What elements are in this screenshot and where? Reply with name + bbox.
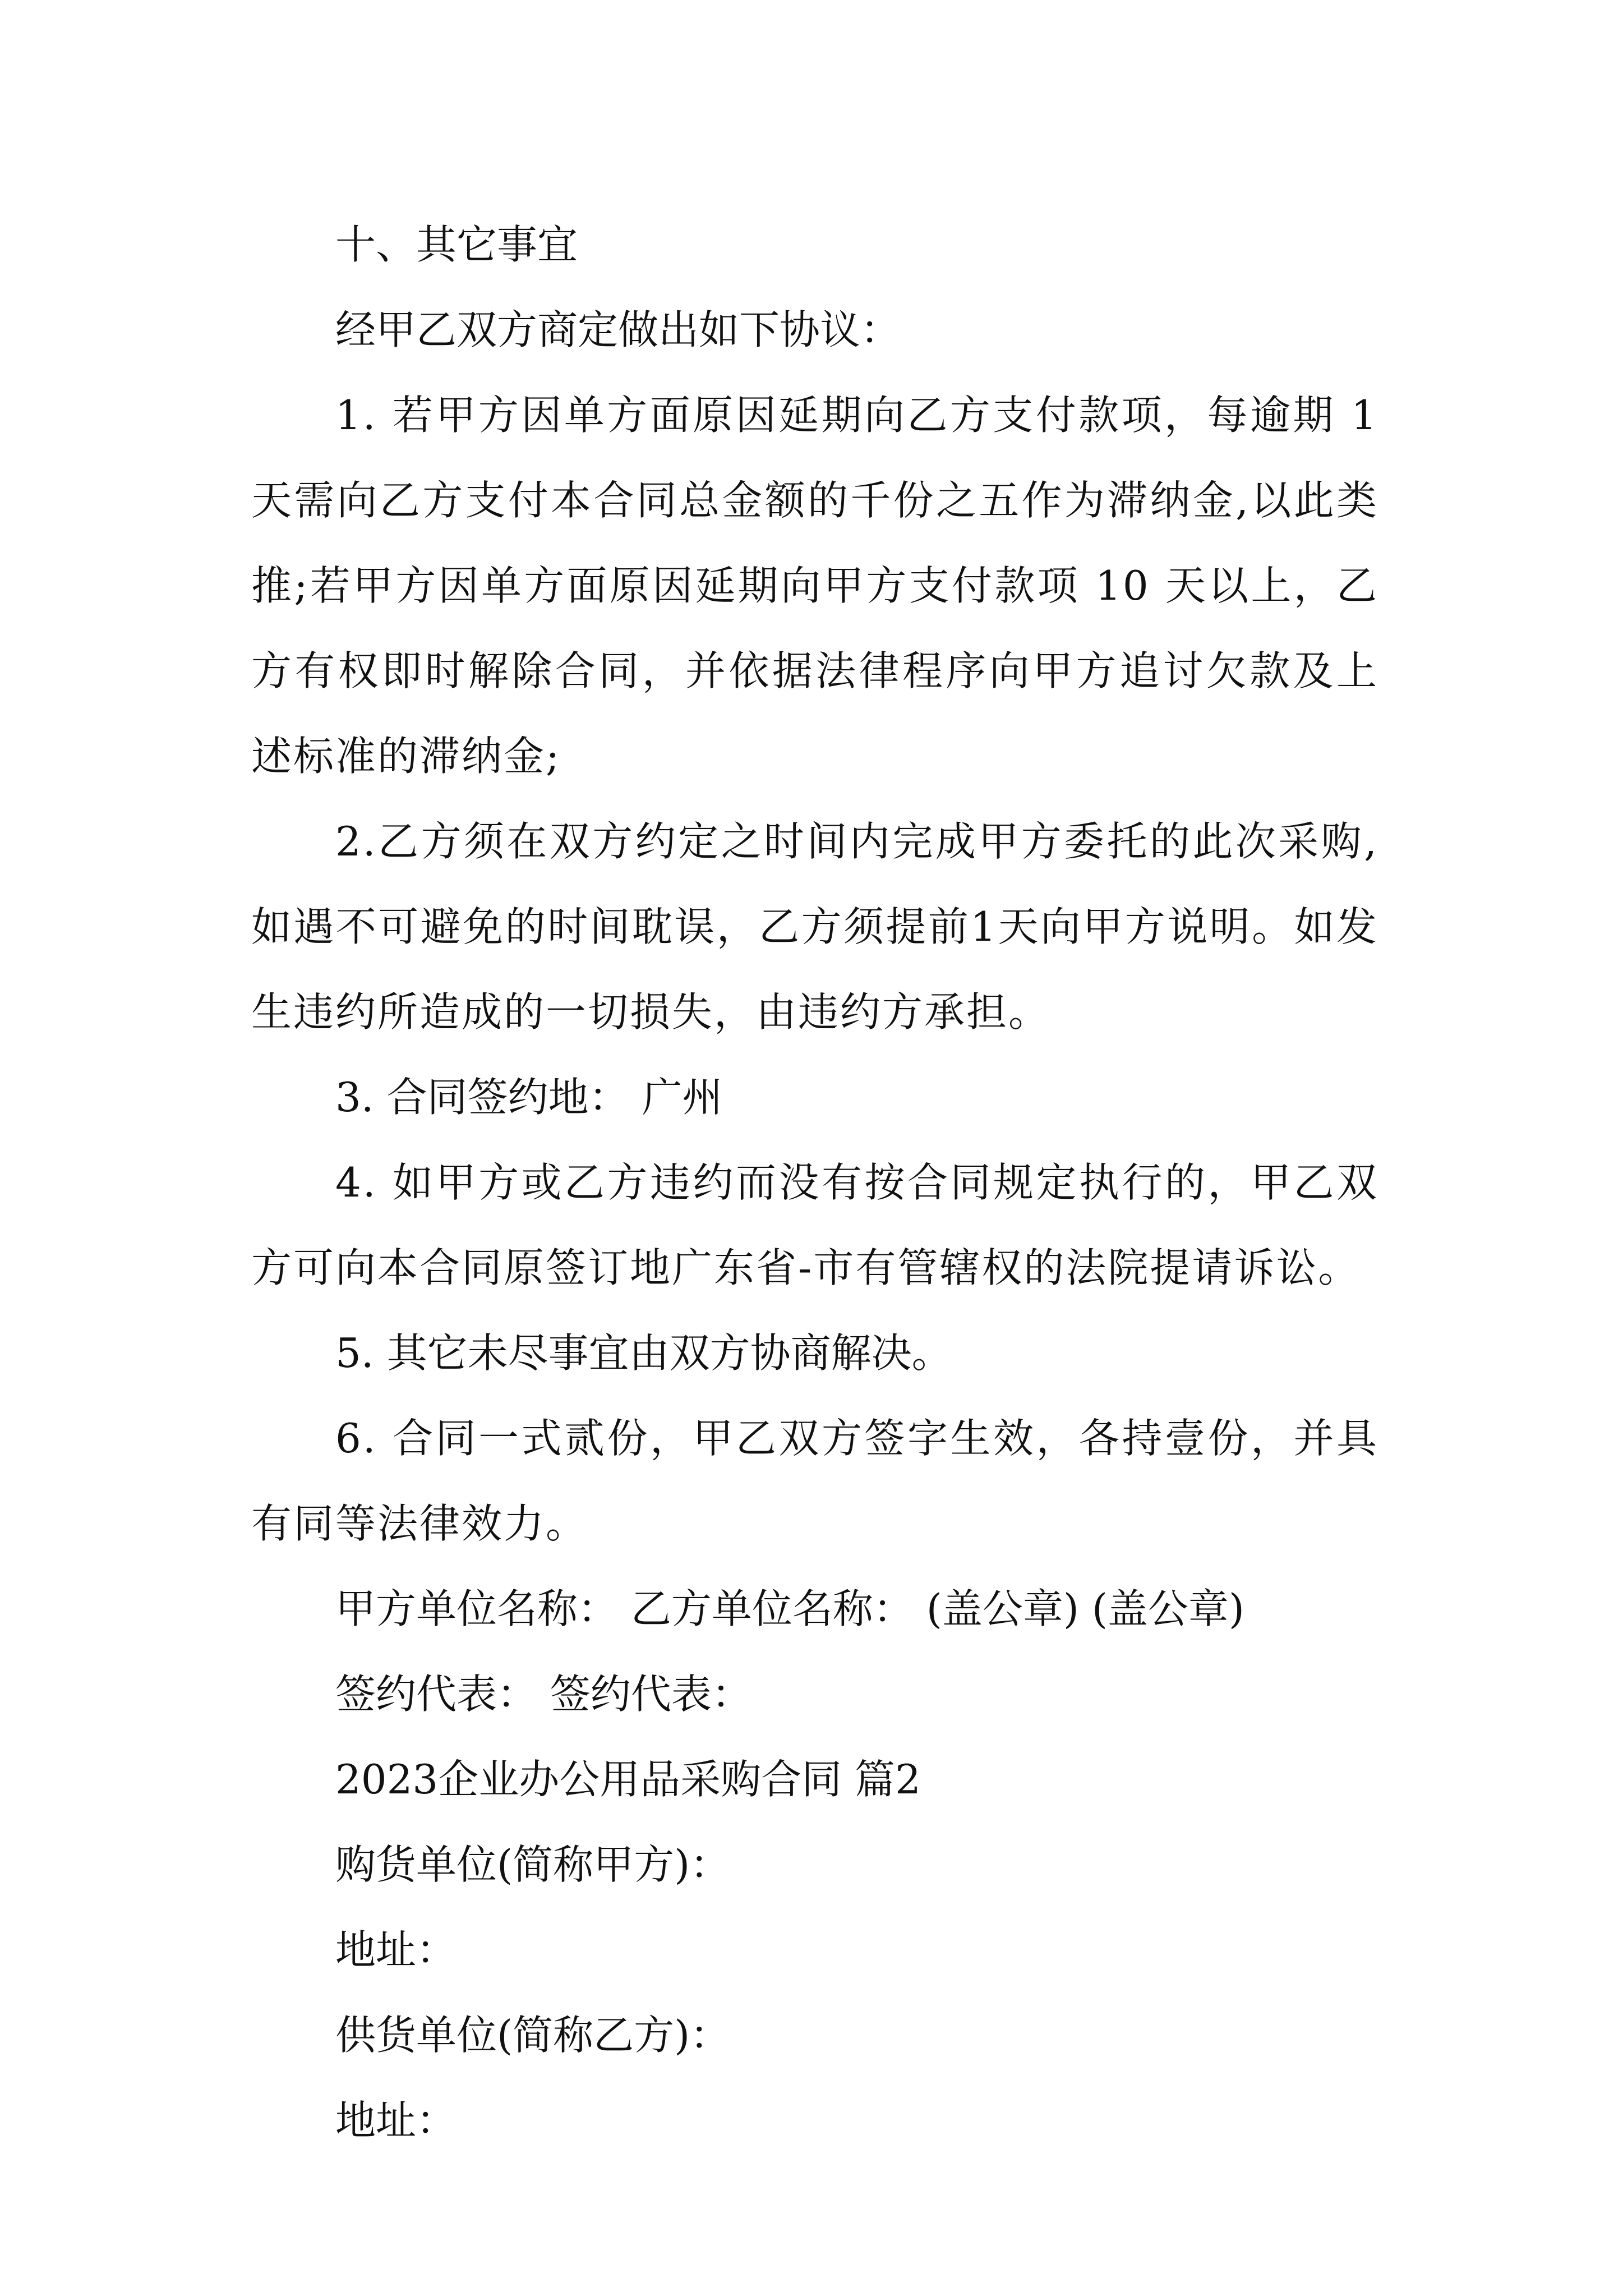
buyer-label: 购货单位(简称甲方)： bbox=[335, 1841, 731, 1888]
buyer-address: 地址： bbox=[335, 1926, 457, 1973]
supplier-address: 地址： bbox=[335, 2097, 457, 2144]
document-page bbox=[251, 202, 1378, 2163]
section-title: 十、其它事宜 bbox=[335, 221, 578, 268]
clause-3: 3. 合同签约地： 广州 bbox=[335, 1074, 723, 1121]
signature-line-parties: 甲方单位名称： 乙方单位名称： (盖公章) (盖公章) bbox=[335, 1585, 1245, 1632]
supplier-label: 供货单位(简称乙方)： bbox=[335, 2012, 731, 2059]
clause-6: 6. 合同一式贰份，甲乙双方签字生效，各持壹份，并具有同等法律效力。 bbox=[251, 1415, 1378, 1547]
next-contract-title: 2023企业办公用品采购合同 篇2 bbox=[335, 1756, 921, 1803]
clause-5: 5. 其它未尽事宜由双方协商解决。 bbox=[335, 1329, 952, 1377]
clause-2: 2.乙方须在双方约定之时间内完成甲方委托的此次采购,如遇不可避免的时间耽误，乙方须提前1天向甲方说明。如发生违约所造成的一切损失，由违约方承担。 bbox=[251, 818, 1378, 1036]
clause-4: 4. 如甲方或乙方违约而没有按合同规定执行的，甲乙双方可向本合同原签订地广东省-市有管辖权的法院提请诉讼。 bbox=[251, 1159, 1378, 1291]
intro-text: 经甲乙双方商定做出如下协议： bbox=[335, 306, 901, 353]
clause-1: 1. 若甲方因单方面原因延期向乙方支付款项，每逾期 1 天需向乙方支付本合同总金额的千份之五作为滞纳金,以此类推;若甲方因单方面原因延期向甲方支付款项 10 天以上，乙 方有权即时解除合同，并依据法律程序向甲方追讨欠款及上述标准的滞纳金; bbox=[251, 392, 1378, 780]
signature-line-representatives: 签约代表： 签约代表： bbox=[335, 1671, 752, 1718]
